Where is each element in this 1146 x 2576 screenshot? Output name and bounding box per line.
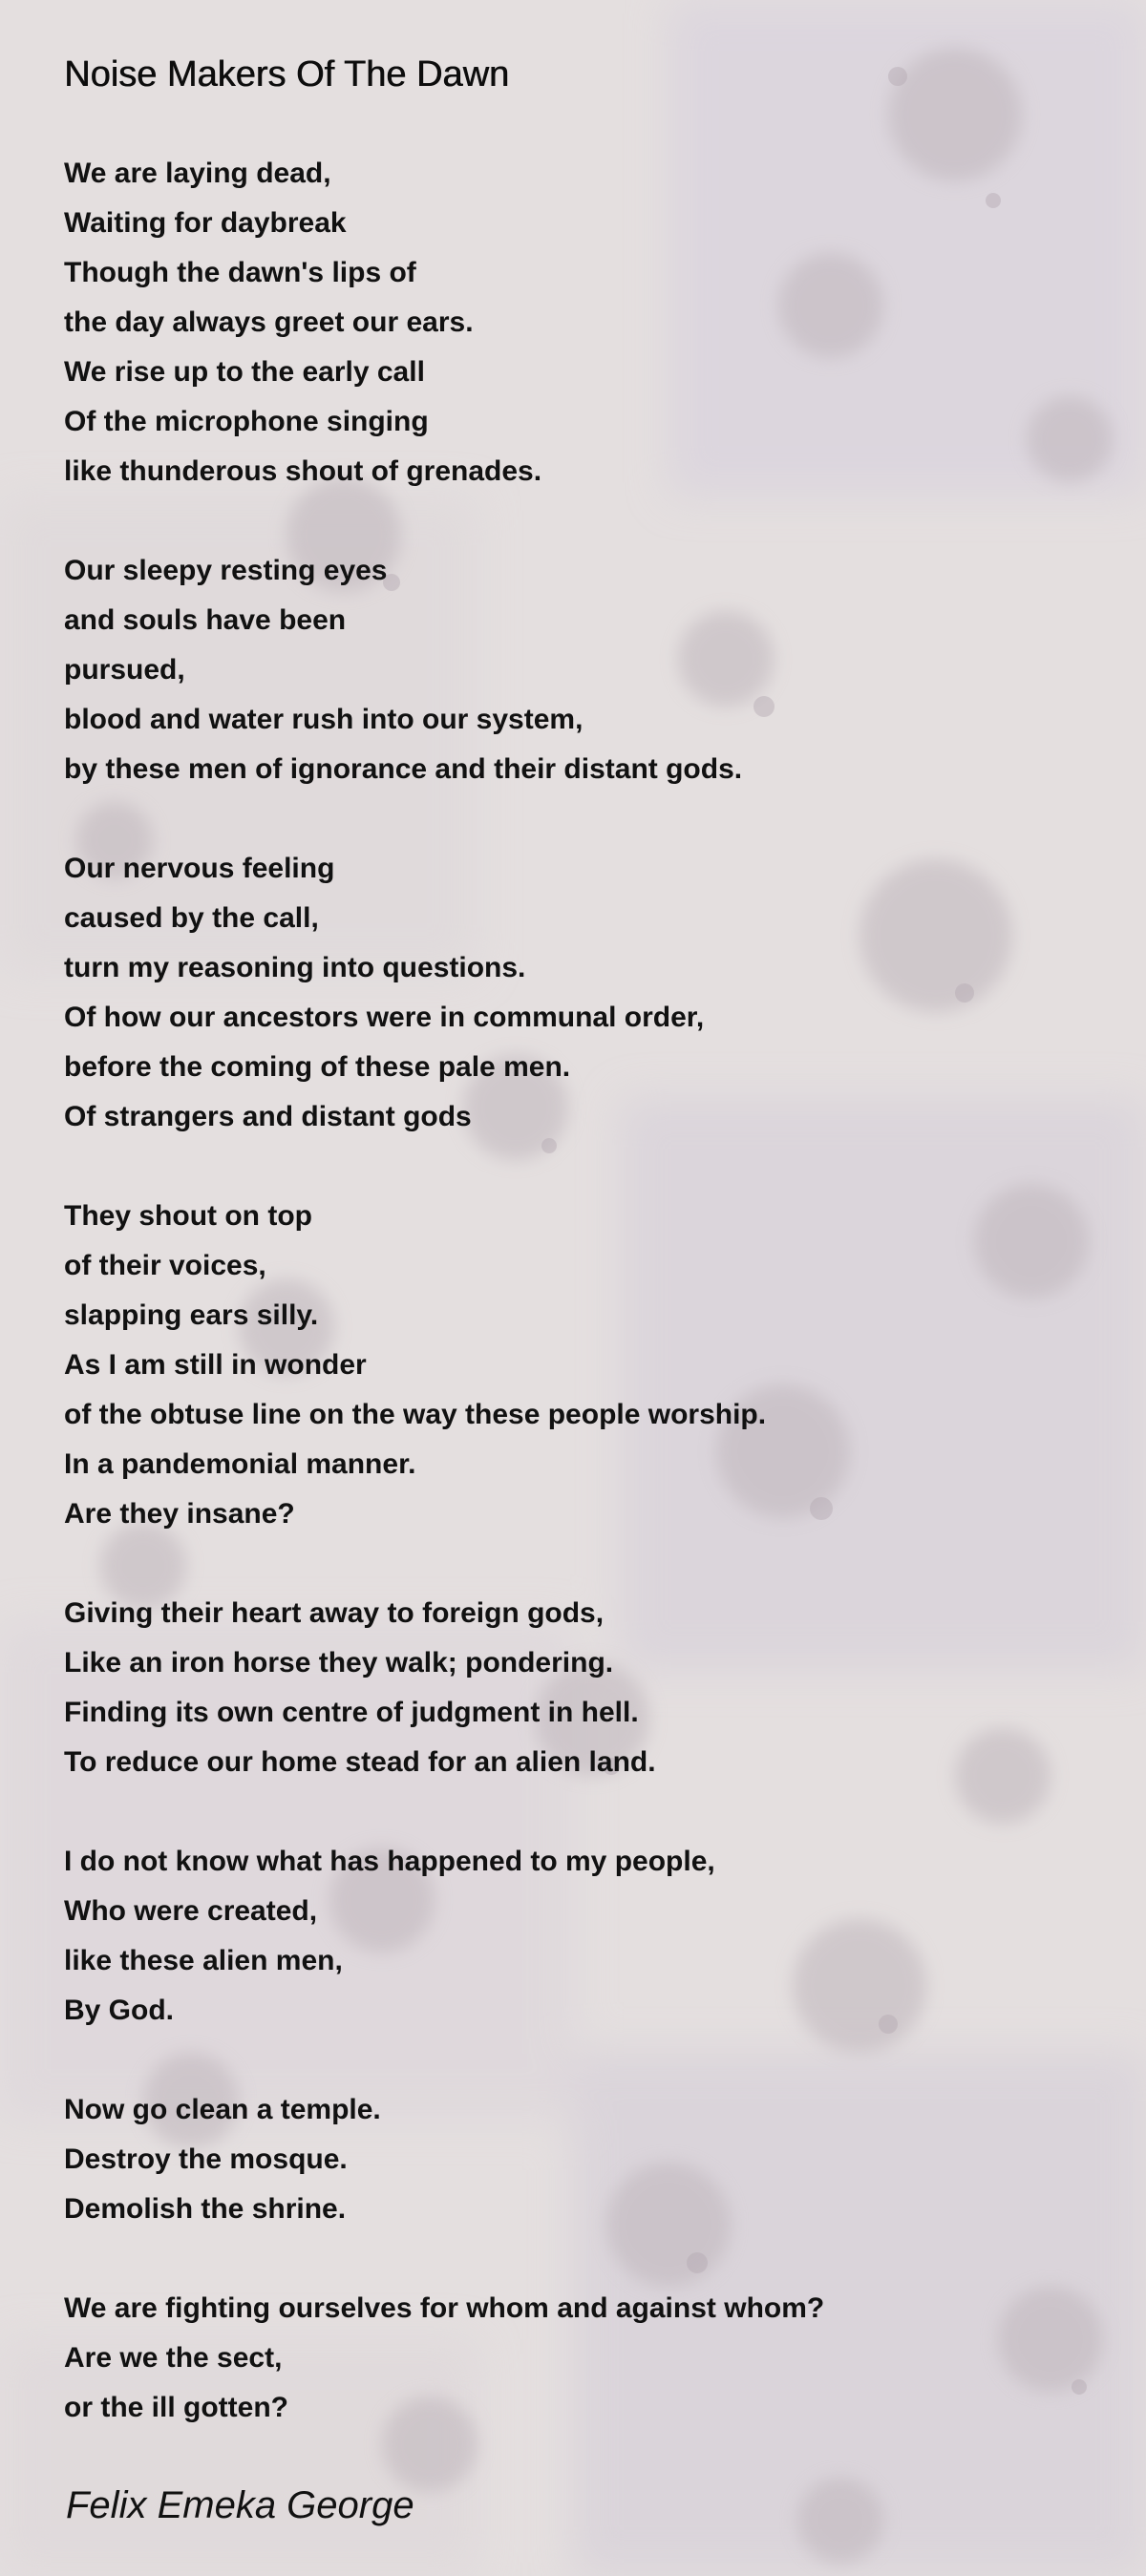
poem-line: slapping ears silly.: [64, 1299, 319, 1331]
poem-line: like these alien men,: [64, 1945, 343, 1976]
poem-line: before the coming of these pale men.: [64, 1051, 571, 1083]
poem-title: Noise Makers Of The Dawn: [64, 54, 510, 95]
poem-line: To reduce our home stead for an alien land.: [64, 1746, 656, 1778]
stanza-4: [64, 1192, 1114, 1539]
poem-line: Giving their heart away to foreign gods,: [64, 1597, 605, 1629]
poem-line: Our nervous feeling: [64, 853, 335, 884]
poem-line: Of how our ancestors were in communal order,: [64, 1002, 705, 1033]
poem-line: They shout on top: [64, 1200, 312, 1232]
poem-line: We rise up to the early call: [64, 356, 425, 388]
stanza-2: [64, 546, 1114, 794]
poem-line: Like an iron horse they walk; pondering.: [64, 1647, 614, 1679]
stanza-1: [64, 149, 1114, 496]
poem-line: In a pandemonial manner.: [64, 1448, 416, 1480]
poem-line: Of the microphone singing: [64, 406, 429, 437]
poem-line: the day always greet our ears.: [64, 306, 474, 338]
poem-line: As I am still in wonder: [64, 1349, 367, 1381]
poem-line: or the ill gotten?: [64, 2392, 288, 2423]
poem-line: by these men of ignorance and their distant gods.: [64, 753, 743, 785]
stanza-3: [64, 844, 1114, 1142]
stanza-8: [64, 2284, 1114, 2433]
poem-body: [64, 149, 1114, 2433]
stanza-7: [64, 2085, 1114, 2234]
poem-line: Now go clean a temple.: [64, 2094, 381, 2125]
poem-author: Felix Emeka George: [66, 2484, 414, 2526]
poem-line: pursued,: [64, 654, 185, 686]
poem-line: Though the dawn's lips of: [64, 257, 416, 288]
stanza-6: [64, 1837, 1114, 2036]
poem-line: of the obtuse line on the way these people worship.: [64, 1399, 767, 1430]
stanza-5: [64, 1589, 1114, 1787]
poem-line: caused by the call,: [64, 902, 319, 934]
poem-line: We are laying dead,: [64, 158, 331, 189]
poem-line: blood and water rush into our system,: [64, 704, 584, 735]
poem-line: Are we the sect,: [64, 2342, 283, 2374]
poem-line: Our sleepy resting eyes: [64, 555, 388, 586]
poem-line: Who were created,: [64, 1895, 318, 1927]
poem-line: and souls have been: [64, 604, 347, 636]
poem-line: Waiting for daybreak: [64, 207, 347, 239]
poem-line: Are they insane?: [64, 1498, 295, 1530]
poem-line: of their voices,: [64, 1250, 266, 1281]
poem-line: turn my reasoning into questions.: [64, 952, 526, 983]
poem-line: Of strangers and distant gods: [64, 1101, 472, 1132]
poem-line: We are fighting ourselves for whom and against whom?: [64, 2292, 825, 2324]
poem-line: Finding its own centre of judgment in hell.: [64, 1697, 639, 1728]
poem-line: By God.: [64, 1995, 175, 2026]
poem-line: Destroy the mosque.: [64, 2143, 348, 2175]
poem-line: I do not know what has happened to my people,: [64, 1846, 715, 1877]
poem-line: Demolish the shrine.: [64, 2193, 347, 2225]
poem-line: like thunderous shout of grenades.: [64, 455, 542, 487]
